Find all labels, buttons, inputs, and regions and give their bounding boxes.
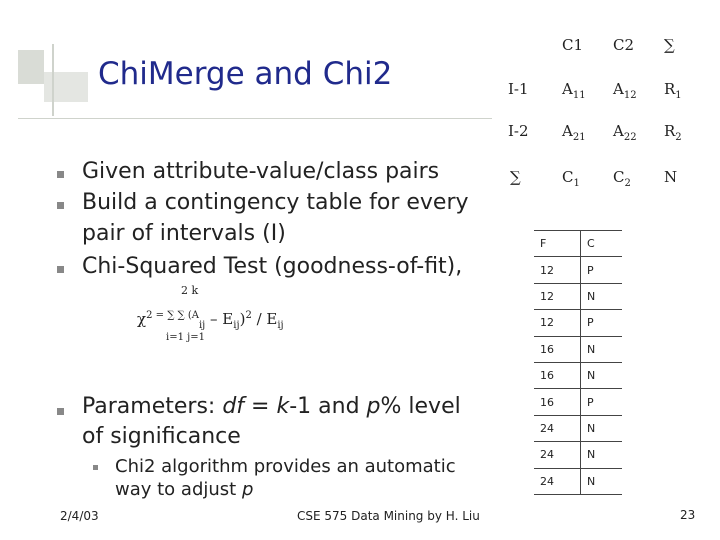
table-cell: P: [581, 257, 623, 283]
table-cell: 24: [534, 468, 581, 494]
header-cell: C: [581, 231, 623, 257]
table-cell: 16: [534, 389, 581, 415]
table-row: [534, 415, 622, 441]
bullet-marker: [57, 171, 64, 178]
bullet-2-continued: pair of intervals (I): [82, 221, 286, 246]
table-header-row: [534, 231, 622, 257]
slide-title: ChiMerge and Chi2: [98, 56, 393, 92]
row-label: ∑: [510, 168, 521, 186]
table-cell: N: [581, 442, 623, 468]
table-cell: 12: [534, 283, 581, 309]
table-cell: N: [581, 362, 623, 388]
table-row: [534, 283, 622, 309]
table-row: [534, 468, 622, 494]
footer-date: 2/4/03: [60, 509, 99, 523]
cell: $C_2$: [613, 168, 631, 189]
bullet-1: Given attribute-value/class pairs: [82, 159, 440, 184]
table-row: [534, 389, 622, 415]
bullet-marker: [57, 408, 64, 415]
table-cell: 12: [534, 310, 581, 336]
cell: $A_{22}$: [613, 122, 637, 143]
parameters-text: Parameters: df = k-1 and p% level: [82, 394, 461, 419]
table-cell: 16: [534, 362, 581, 388]
cell: $C_1$: [562, 168, 580, 189]
table-cell: N: [581, 283, 623, 309]
bullet-marker: [57, 266, 64, 273]
data-table: [534, 230, 622, 495]
table-cell: 12: [534, 257, 581, 283]
table-cell: 24: [534, 442, 581, 468]
table-cell: P: [581, 389, 623, 415]
formula-body: $\chi^{2 = \sum \sum (A}_{ij} - E_{ij})^2 / E_{ij}$: [137, 310, 284, 331]
cell: $A_{12}$: [613, 80, 637, 101]
table-cell: N: [581, 415, 623, 441]
cell: $A_{21}$: [562, 122, 586, 143]
table-cell: N: [581, 468, 623, 494]
table-row: [534, 336, 622, 362]
row-label: I-1: [508, 80, 529, 98]
cell: $R_2$: [664, 122, 682, 143]
table-row: [534, 257, 622, 283]
column-header-c1: C1: [562, 36, 584, 54]
table-cell: 16: [534, 336, 581, 362]
bullet-marker: [57, 202, 64, 209]
sub-bullet-line-2: way to adjust p: [115, 479, 254, 500]
row-label: I-2: [508, 122, 529, 140]
sub-bullet-line-1: Chi2 algorithm provides an automatic: [115, 456, 456, 477]
table-cell: P: [581, 310, 623, 336]
page-number: 23: [680, 508, 696, 522]
cell: $R_1$: [664, 80, 682, 101]
formula-limits-bottom: i=1 j=1: [166, 332, 205, 343]
table-cell: N: [581, 336, 623, 362]
column-header-sum: ∑: [664, 36, 675, 54]
formula-limits-top: 2 k: [181, 284, 199, 297]
footer-course: CSE 575 Data Mining by H. Liu: [297, 509, 480, 523]
cell: N: [664, 168, 678, 186]
table-row: [534, 362, 622, 388]
table-row: [534, 310, 622, 336]
header-cell: F: [534, 231, 581, 257]
sub-bullet-marker: [93, 465, 98, 470]
cell: $A_{11}$: [562, 80, 586, 101]
bullet-3: Chi-Squared Test (goodness-of-fit),: [82, 254, 463, 279]
bullet-2: Build a contingency table for every: [82, 190, 469, 215]
table-cell: 24: [534, 415, 581, 441]
parameters-text-continued: of significance: [82, 424, 241, 449]
column-header-c2: C2: [613, 36, 635, 54]
table-row: [534, 442, 622, 468]
